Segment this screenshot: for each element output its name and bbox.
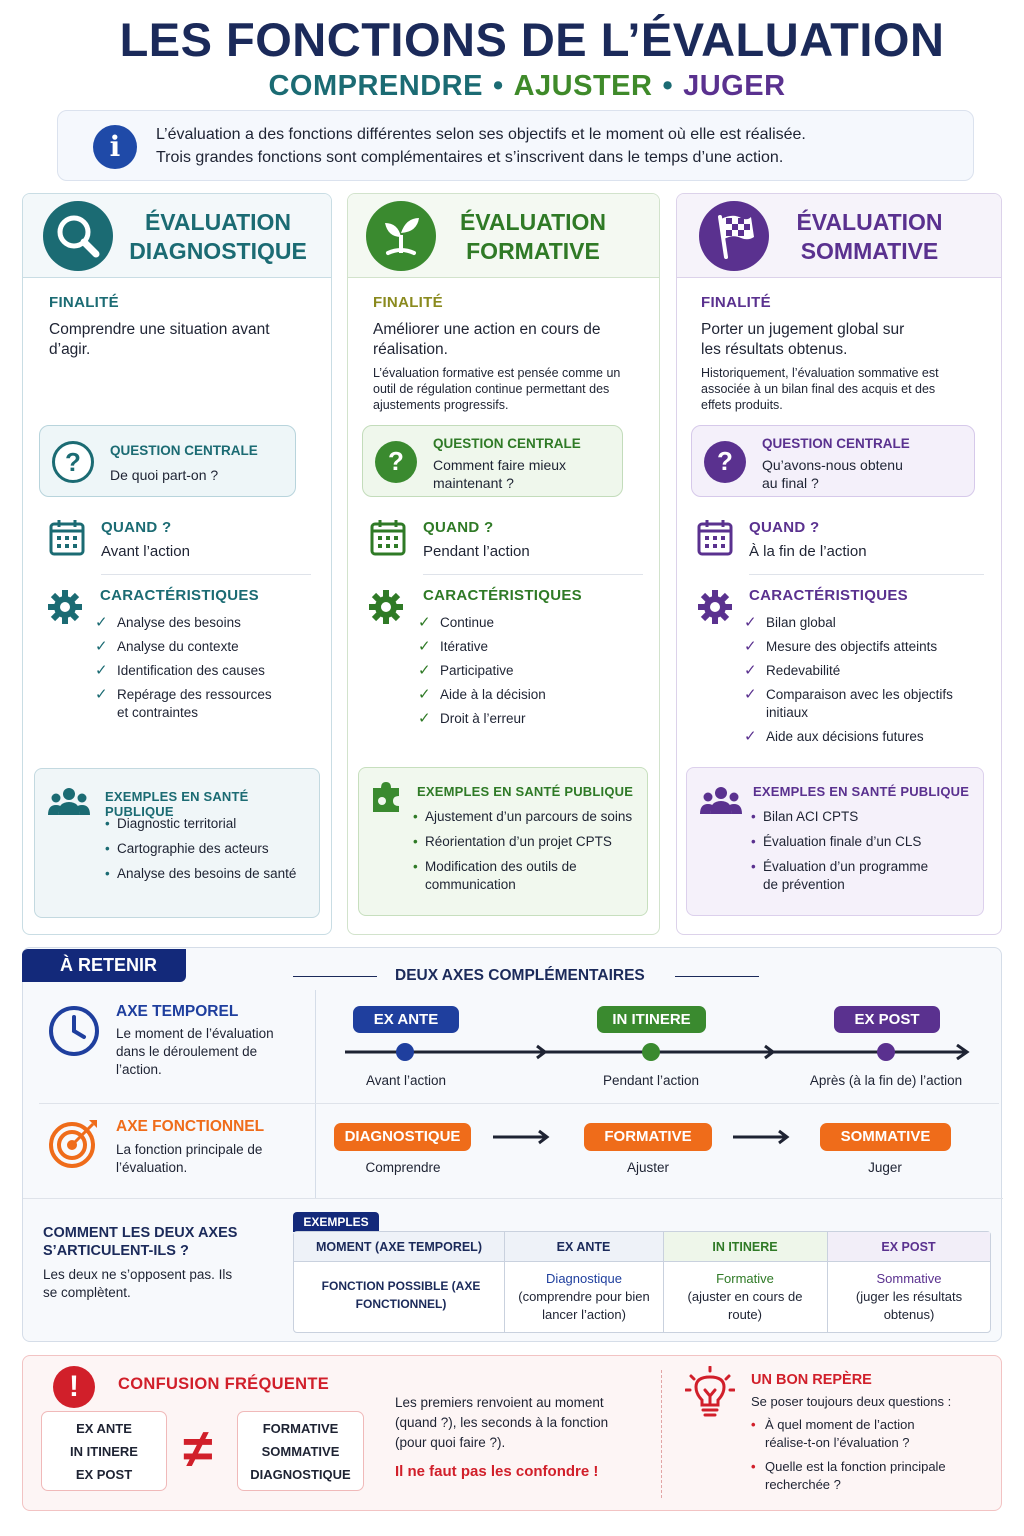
title-line: DIAGNOSTIQUE — [129, 238, 307, 264]
divider — [315, 990, 316, 1198]
box-item: DIAGNOSTIQUE — [250, 1467, 351, 1482]
check-icon: ✓ — [95, 614, 108, 631]
divider — [661, 1370, 662, 1498]
title-line: ÉVALUATION — [144, 209, 292, 235]
quand-label: QUAND ? — [101, 519, 172, 536]
check-icon: ✓ — [418, 662, 431, 679]
finalite-label: FINALITÉ — [373, 294, 443, 311]
list-item: ✓ Repérage des ressources et contraintes — [95, 686, 272, 720]
list-item: • Ajustement d’un parcours de soins — [413, 808, 648, 826]
axe-fonctionnel-text: La fonction principale de l’évaluation. — [116, 1142, 263, 1175]
question-box — [691, 425, 975, 497]
pill-formative: FORMATIVE — [584, 1123, 712, 1151]
calendar-icon — [697, 519, 733, 557]
question-label: QUESTION CENTRALE — [762, 436, 910, 451]
table-cell — [675, 1270, 815, 1324]
list-item: ✓ Redevabilité — [744, 662, 841, 679]
divider — [39, 1103, 999, 1104]
caracteristiques-label: CARACTÉRISTIQUES — [100, 587, 259, 604]
list-item: • Évaluation d’un programme de prévention — [751, 858, 946, 894]
check-icon: ✓ — [744, 614, 757, 631]
repere-intro: Se poser toujours deux questions : — [751, 1394, 952, 1409]
how-text: Les deux ne s’opposent pas. Ils se complètent. — [43, 1267, 233, 1300]
list-item: ✓ Continue — [418, 614, 495, 631]
table-row-label: FONCTION POSSIBLE (AXE FONCTIONNEL) — [321, 1279, 481, 1311]
divider — [827, 1232, 828, 1332]
exemples-label: EXEMPLES EN SANTÉ PUBLIQUE — [753, 784, 970, 799]
question-label: QUESTION CENTRALE — [110, 443, 258, 458]
gear-icon — [697, 589, 733, 625]
gear-icon — [368, 589, 404, 625]
people-icon — [47, 785, 91, 821]
cell-title: Formative — [716, 1271, 774, 1286]
list-item: ✓ Itérative — [418, 638, 489, 655]
confusion-text: Les premiers renvoient au moment (quand ?), les seconds à la fonction (pour quoi faire ?). — [395, 1395, 609, 1450]
question-text: Qu’avons-nous obtenu au final ? — [762, 457, 903, 491]
not-equal-icon: ≠ — [183, 1419, 213, 1479]
check-icon: ✓ — [744, 662, 757, 679]
list-item: • Analyse des besoins de santé — [105, 865, 330, 883]
finalite-text: Porter un jugement global sur les résultats obtenus. — [701, 321, 905, 358]
exemples-label: EXEMPLES EN SANTÉ PUBLIQUE — [105, 789, 249, 819]
exemples-list — [751, 808, 976, 901]
check-icon: ✓ — [418, 710, 431, 727]
table-header: EX ANTE — [504, 1232, 663, 1262]
exemples-label: EXEMPLES EN SANTÉ PUBLIQUE — [417, 784, 634, 799]
finalite-label: FINALITÉ — [49, 294, 119, 311]
pill-ex-post: EX POST — [834, 1006, 940, 1033]
column-header — [23, 194, 331, 278]
box-item: EX POST — [75, 1467, 133, 1482]
list-item: ✓ Aide aux décisions futures — [744, 728, 924, 745]
checkered-flag-icon — [699, 201, 769, 271]
check-icon: ✓ — [418, 638, 431, 655]
function-label: Juger — [868, 1160, 902, 1175]
pill-in-itinere: IN ITINERE — [597, 1006, 706, 1033]
page-title: LES FONCTIONS DE L’ÉVALUATION — [119, 13, 945, 66]
subtitle-comprendre: COMPRENDRE — [268, 70, 483, 102]
examples-tag: EXEMPLES — [293, 1212, 379, 1232]
box-item: FORMATIVE — [262, 1421, 339, 1436]
box-item: EX ANTE — [76, 1421, 132, 1436]
timeline-dot-ex-post — [877, 1043, 895, 1061]
exemples-box — [358, 767, 648, 916]
repere-label: UN BON REPÈRE — [751, 1372, 872, 1388]
check-icon: ✓ — [95, 686, 108, 703]
arrow-icon — [733, 1129, 791, 1145]
caracteristiques-label: CARACTÉRISTIQUES — [423, 587, 582, 604]
check-icon: ✓ — [95, 662, 108, 679]
sprout-icon — [366, 201, 436, 271]
how-label: COMMENT LES DEUX AXES S’ARTICULENT-ILS ? — [43, 1225, 238, 1259]
calendar-icon — [49, 519, 85, 557]
quand-text: Pendant l’action — [423, 543, 530, 560]
exemples-box — [686, 767, 984, 916]
list-item: • Réorientation d’un projet CPTS — [413, 833, 638, 851]
retain-section — [22, 947, 1002, 1342]
axe-temporel-text: Le moment de l’évaluation dans le déroulement de l’action. — [116, 1026, 274, 1077]
intro-line: L’évaluation a des fonctions différentes selon ses objectifs et le moment où elle est réalisée. — [156, 126, 806, 143]
axe-temporel-label: AXE TEMPOREL — [116, 1003, 239, 1020]
divider — [23, 1198, 1003, 1199]
magnifier-icon — [43, 201, 113, 271]
list-item: • Cartographie des acteurs — [105, 840, 330, 858]
subtitle-ajuster: AJUSTER — [513, 70, 653, 102]
moments-box — [41, 1411, 167, 1491]
question-box — [362, 425, 623, 497]
intro-box — [57, 110, 974, 181]
table-cell — [516, 1270, 652, 1324]
exemples-list — [413, 808, 648, 901]
pill-diagnostique: DIAGNOSTIQUE — [334, 1123, 471, 1151]
caracteristiques-list — [95, 614, 325, 728]
finalite-text: Comprendre une situation avant d’agir. — [49, 321, 270, 358]
divider — [504, 1232, 505, 1332]
info-icon: i — [93, 125, 137, 169]
list-item: • À quel moment de l’action réalise-t-on l’évaluation ? — [751, 1416, 951, 1452]
cell-detail: (ajuster en cours de route) — [687, 1289, 803, 1322]
caracteristiques-label: CARACTÉRISTIQUES — [749, 587, 908, 604]
table-header: IN ITINERE — [663, 1232, 827, 1262]
check-icon: ✓ — [744, 686, 757, 703]
lightbulb-icon — [685, 1366, 735, 1418]
column-sommative — [676, 193, 1002, 935]
cell-title: Sommative — [876, 1271, 942, 1286]
finalite-label: FINALITÉ — [701, 294, 771, 311]
title-line: FORMATIVE — [466, 238, 600, 264]
list-item: ✓ Participative — [418, 662, 514, 679]
divider — [101, 574, 311, 575]
quand-text: À la fin de l’action — [749, 543, 867, 560]
title-line: ÉVALUATION — [796, 209, 943, 235]
table-header: MOMENT (AXE TEMPOREL) — [294, 1232, 504, 1262]
question-label: QUESTION CENTRALE — [433, 436, 581, 451]
cell-title: Diagnostique — [546, 1271, 622, 1286]
alert-icon: ! — [53, 1366, 95, 1408]
title-line: SOMMATIVE — [800, 238, 939, 264]
list-item: ✓ Droit à l’erreur — [418, 710, 526, 727]
check-icon: ✓ — [418, 686, 431, 703]
finalite-note: L’évaluation formative est pensée comme un outil de régulation continue permettant des ajustements progressifs. — [373, 366, 621, 412]
box-item: SOMMATIVE — [261, 1444, 340, 1459]
column-diagnostique — [22, 193, 332, 935]
title-line: ÉVALUATION — [459, 209, 607, 235]
list-item: • Bilan ACI CPTS — [751, 808, 976, 826]
check-icon: ✓ — [418, 614, 431, 631]
quand-label: QUAND ? — [423, 519, 494, 536]
list-item: • Diagnostic territorial — [105, 815, 330, 833]
intro-text — [156, 123, 806, 169]
finalite-note: Historiquement, l’évaluation sommative est associée à un bilan final des acquis et des effets produits. — [701, 366, 939, 412]
timeline-label: Pendant l’action — [602, 1073, 700, 1088]
quand-text: Avant l’action — [101, 543, 190, 560]
confusion-section — [22, 1355, 1002, 1511]
function-label: Ajuster — [626, 1160, 670, 1175]
check-icon: ✓ — [744, 728, 757, 745]
column-title — [772, 208, 967, 266]
functions-box — [237, 1411, 364, 1491]
pill-sommative: SOMMATIVE — [820, 1123, 951, 1151]
column-formative — [347, 193, 660, 935]
subtitle-juger: JUGER — [683, 70, 786, 102]
timeline-label: Après (à la fin de) l’action — [809, 1073, 963, 1088]
title-rule — [293, 976, 377, 977]
timeline-dot-ex-ante — [396, 1043, 414, 1061]
list-item: ✓ Aide à la décision — [418, 686, 546, 703]
column-header — [348, 194, 659, 278]
list-item: • Évaluation finale d’un CLS — [751, 833, 976, 851]
target-icon — [47, 1116, 101, 1170]
check-icon: ✓ — [95, 638, 108, 655]
confusion-label: CONFUSION FRÉQUENTE — [118, 1375, 330, 1393]
subtitle-separator: • — [492, 70, 504, 102]
caracteristiques-list — [744, 614, 974, 752]
divider — [663, 1232, 664, 1332]
confusion-warning: Il ne faut pas les confondre ! — [395, 1463, 599, 1480]
timeline-dot-in-itinere — [642, 1043, 660, 1061]
list-item: • Quelle est la fonction principale recherchée ? — [751, 1458, 966, 1494]
axe-fonctionnel-label: AXE FONCTIONNEL — [116, 1118, 265, 1135]
calendar-icon — [370, 519, 406, 557]
axes-title: DEUX AXES COMPLÉMENTAIRES — [395, 967, 645, 984]
check-icon: ✓ — [744, 638, 757, 655]
exemples-box — [34, 768, 320, 918]
question-icon: ? — [52, 441, 94, 483]
examples-table — [293, 1231, 991, 1333]
question-text: Comment faire mieux maintenant ? — [433, 457, 567, 491]
question-box — [39, 425, 296, 497]
column-title — [118, 208, 318, 266]
question-text: De quoi part-on ? — [110, 467, 219, 483]
cell-detail: (comprendre pour bien lancer l’action) — [518, 1289, 650, 1322]
pill-ex-ante: EX ANTE — [353, 1006, 459, 1033]
table-cell — [846, 1270, 972, 1324]
title-rule — [675, 976, 759, 977]
gear-icon — [47, 589, 83, 625]
box-item: IN ITINERE — [70, 1444, 138, 1459]
list-item: • Modification des outils de communication — [413, 858, 588, 894]
divider — [749, 574, 984, 575]
caracteristiques-list — [418, 614, 648, 734]
timeline-label: Avant l’action — [365, 1073, 447, 1088]
question-icon: ? — [704, 441, 746, 483]
arrow-icon — [493, 1129, 551, 1145]
function-label: Comprendre — [365, 1160, 441, 1175]
exemples-list — [105, 815, 330, 890]
subtitle-separator: • — [662, 70, 674, 102]
finalite-text: Améliorer une action en cours de réalisation. — [373, 321, 601, 358]
list-item: ✓ Analyse du contexte — [95, 638, 239, 655]
clock-icon — [47, 1004, 101, 1058]
list-item: ✓ Mesure des objectifs atteints — [744, 638, 938, 655]
intro-line: Trois grandes fonctions sont complémentaires et s’inscrivent dans le temps d’une action. — [156, 149, 784, 166]
quand-label: QUAND ? — [749, 519, 820, 536]
table-header: EX POST — [827, 1232, 990, 1262]
list-item: ✓ Identification des causes — [95, 662, 265, 679]
cell-detail: (juger les résultats obtenus) — [855, 1289, 963, 1322]
question-icon: ? — [375, 441, 417, 483]
list-item: ✓ Comparaison avec les objectifs initiaux — [744, 686, 953, 720]
list-item: ✓ Bilan global — [744, 614, 836, 631]
people-icon — [699, 784, 743, 820]
column-header — [677, 194, 1001, 278]
column-title — [443, 208, 623, 266]
repere-list — [751, 1416, 971, 1500]
retain-badge: À RETENIR — [22, 949, 186, 982]
divider — [423, 574, 643, 575]
list-item: ✓ Analyse des besoins — [95, 614, 241, 631]
puzzle-icon — [369, 780, 403, 814]
page-subtitle — [0, 70, 1024, 103]
